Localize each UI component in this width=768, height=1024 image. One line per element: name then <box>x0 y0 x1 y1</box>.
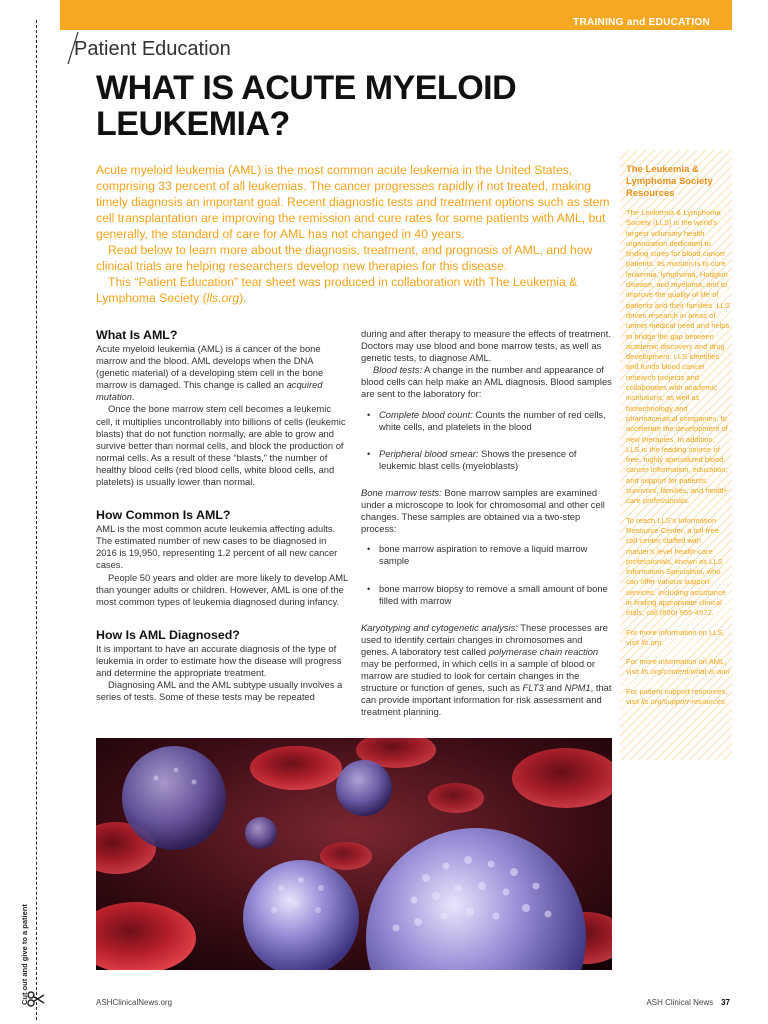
body-text: Shows the presence of leukemic blast cells (myeloblasts) <box>379 447 577 471</box>
column-right <box>361 328 613 718</box>
scissors-icon <box>26 990 46 1008</box>
body-paragraph: Once the bone marrow stem cell becomes a leukemic cell, it multiplies uncontrollably into billions of cells (leukemic blasts) that do not function normally, are able to grow and survive better than normal cells, and block the production of normal cells. As a result of these “blasts,” the number of healthy blood cells (red blood cells, white blood cells, and platelets) is usually lower than normal. <box>96 403 346 488</box>
list-item: • bone marrow aspiration to remove a liquid marrow sample <box>361 543 613 567</box>
body-text: , that can provide important information for risk assessment and treatment planning. <box>361 682 612 718</box>
body-emphasis: Peripheral blood smear: <box>379 447 479 459</box>
intro-text: This “Patient Education” tear sheet was produced in collaboration with The Leukemia & Lymphoma Society ( <box>96 275 578 305</box>
lls-link[interactable]: lls.org <box>641 637 662 647</box>
cut-instruction: Cut out and give to a patient <box>20 904 29 1005</box>
body-paragraph: AML is the most common acute leukemia affecting adults. The estimated number of new cases to be diagnosed in 2016 is 19,950, representing 1.2 percent of all new cancer cases. <box>96 523 338 571</box>
corner-accent <box>0 0 112 30</box>
list-item <box>361 409 613 433</box>
body-text: may be performed, in which cells in a sample of blood or marrow are studied to look for certain changes in the structure or function of genes, such as <box>361 657 595 694</box>
sidebar-paragraph <box>626 628 730 649</box>
body-paragraph <box>96 343 348 403</box>
body-paragraph <box>361 487 613 535</box>
bone-marrow-list <box>361 543 613 606</box>
intro-text: ). <box>239 291 247 305</box>
list-item <box>361 448 613 472</box>
page-title: WHAT IS ACUTE MYELOID LEUKEMIA? <box>96 69 517 143</box>
sidebar-title: The Leukemia & Lymphoma Society Resources <box>626 164 713 199</box>
spacer <box>96 488 348 508</box>
body-paragraph <box>361 364 613 400</box>
header-band <box>60 0 732 30</box>
body-emphasis: Karyotyping and cytogenetic analysis: <box>361 621 518 633</box>
column-left <box>96 328 348 703</box>
body-paragraph <box>361 622 613 719</box>
sidebar-text: For patient support resources, visit <box>626 686 728 707</box>
body-text: A change in the number and appearance of blood cells can help make an AML diagnosis. Blood samples are sent to the laboratory for: <box>361 364 612 400</box>
heading-how-diagnosed: How Is AML Diagnosed? <box>96 627 240 642</box>
body-text: Bone marrow samples are examined under a microscope to look for chromosomal and other cell changes. These samples are obtained via a two-step process: <box>361 486 605 535</box>
sidebar-text: . <box>724 697 727 707</box>
sidebar-paragraph: To reach LLS’s Information Resource Center, a toll-free call center staffed with master’s level health-care professionals, known as LLS Information Specialists, who can offer various support services, including assistance in finding appropriate clinical trials, call (800) 955-4572. <box>626 515 727 618</box>
sidebar-paragraph: The Leukemia & Lymphoma Society (LLS) is the world’s largest voluntary health organization dedicated to finding cures for blood cancer patients. Its mission is to cure leukemia, lymphoma, Hodgkin disease, and myeloma, and to improve the quality of life of patients and their families. LLS drives research in areas of unmet medical need and helps to bridge the gap between academic discovery and drug development. LLS identifies and funds blood cancer research projects and collaborates with academic institutions, as well as biotechnology and pharmaceutical companies, to accelerate the development of new therapies. In addition, LLS is the leading source of free, highly specialized blood cancer information, education, and support for patients, survivors, families, and health-care professionals. <box>626 208 730 506</box>
body-emphasis: Blood tests: <box>373 364 422 376</box>
body-emphasis: FLT3 <box>522 682 544 694</box>
intro-paragraph: Read below to learn more about the diagnosis, treatment, and prognosis of AML, and how clinical trials are helping researchers develop new therapies for this disease. <box>96 243 593 273</box>
body-emphasis: polymerase chain reaction <box>488 645 599 657</box>
blood-test-list <box>361 409 613 472</box>
body-text: . <box>131 391 135 403</box>
body-text: and <box>543 682 565 694</box>
body-paragraph: People 50 years and older are more likely to develop AML than younger adults or children. However, AML is one of the most common types of leukemia diagnosed during infancy. <box>96 571 348 607</box>
footer-publication <box>646 998 730 1007</box>
body-emphasis: Complete blood count: <box>379 408 473 420</box>
leukemia-cells-photo <box>96 738 612 970</box>
body-emphasis: Bone marrow tests: <box>361 486 442 498</box>
body-emphasis: acquired mutation <box>96 379 323 403</box>
body-paragraph: It is important to have an accurate diagnosis of the type of leukemia in order to estimate how the disease will progress and determine the appropriate treatment. <box>96 642 342 678</box>
support-link[interactable]: lls.org/support-resources <box>641 697 725 707</box>
intro-paragraph: Acute myeloid leukemia (AML) is the most common acute leukemia in the United States, comprising 33 percent of all leukemias. The cancer progresses rapidly if not treated, making timely diagnosis an important goal. Recent diagnostic tests and treatment options such as stem cell transplantation are improving the remission and cure rates for some patients with AML, but generally, the standard of care for AML has not changed in 40 years. <box>96 163 610 241</box>
body-text: Acute myeloid leukemia (AML) is a cancer of the bone marrow and the blood. AML develops when the DNA (genetic material) of a developing stem cell in the bone marrow is damaged. This change is called an <box>96 343 324 391</box>
heading-how-common: How Common Is AML? <box>96 508 231 523</box>
sidebar-resources <box>620 150 732 760</box>
lls-link[interactable]: lls.org <box>206 291 240 305</box>
intro <box>96 162 610 306</box>
body-emphasis: NPM1 <box>564 682 591 694</box>
intro-paragraph <box>96 274 610 306</box>
sidebar-content <box>626 164 730 716</box>
list-item: • bone marrow biopsy to remove a small amount of bone filled with marrow <box>361 583 613 607</box>
section-label: Patient Education <box>74 38 231 60</box>
heading-what-is-aml: What Is AML? <box>96 328 178 342</box>
footer-website: ASHClinicalNews.org <box>96 998 173 1007</box>
spacer <box>96 608 348 628</box>
sidebar-text: For more information on AML, visit <box>626 657 727 677</box>
sidebar-text: . <box>661 637 664 647</box>
aml-link[interactable]: lls.org/content/what-is-aml <box>641 667 730 677</box>
page-number: 37 <box>721 998 730 1007</box>
body-paragraph: Diagnosing AML and the AML subtype usually involves a series of tests. Some of these tests may be repeated <box>96 679 343 703</box>
sidebar-paragraph <box>626 687 730 708</box>
sidebar-text: For more information on LLS, visit <box>626 627 725 647</box>
body-text: These processes are used to identify certain changes in chromosomes and genes. A laboratory test called <box>361 621 608 657</box>
cut-line <box>36 20 37 1020</box>
body-text: Counts the number of red cells, white cells, and platelets in the blood <box>379 408 606 432</box>
body-paragraph: during and after therapy to measure the effects of treatment. Doctors may use blood and bone marrow tests, as well as genetic tests, to diagnose AML. <box>361 328 611 364</box>
sidebar-paragraph <box>626 657 730 678</box>
footer-publication-name: ASH Clinical News <box>646 998 714 1007</box>
section-band-label: TRAINING and EDUCATION <box>573 17 710 28</box>
